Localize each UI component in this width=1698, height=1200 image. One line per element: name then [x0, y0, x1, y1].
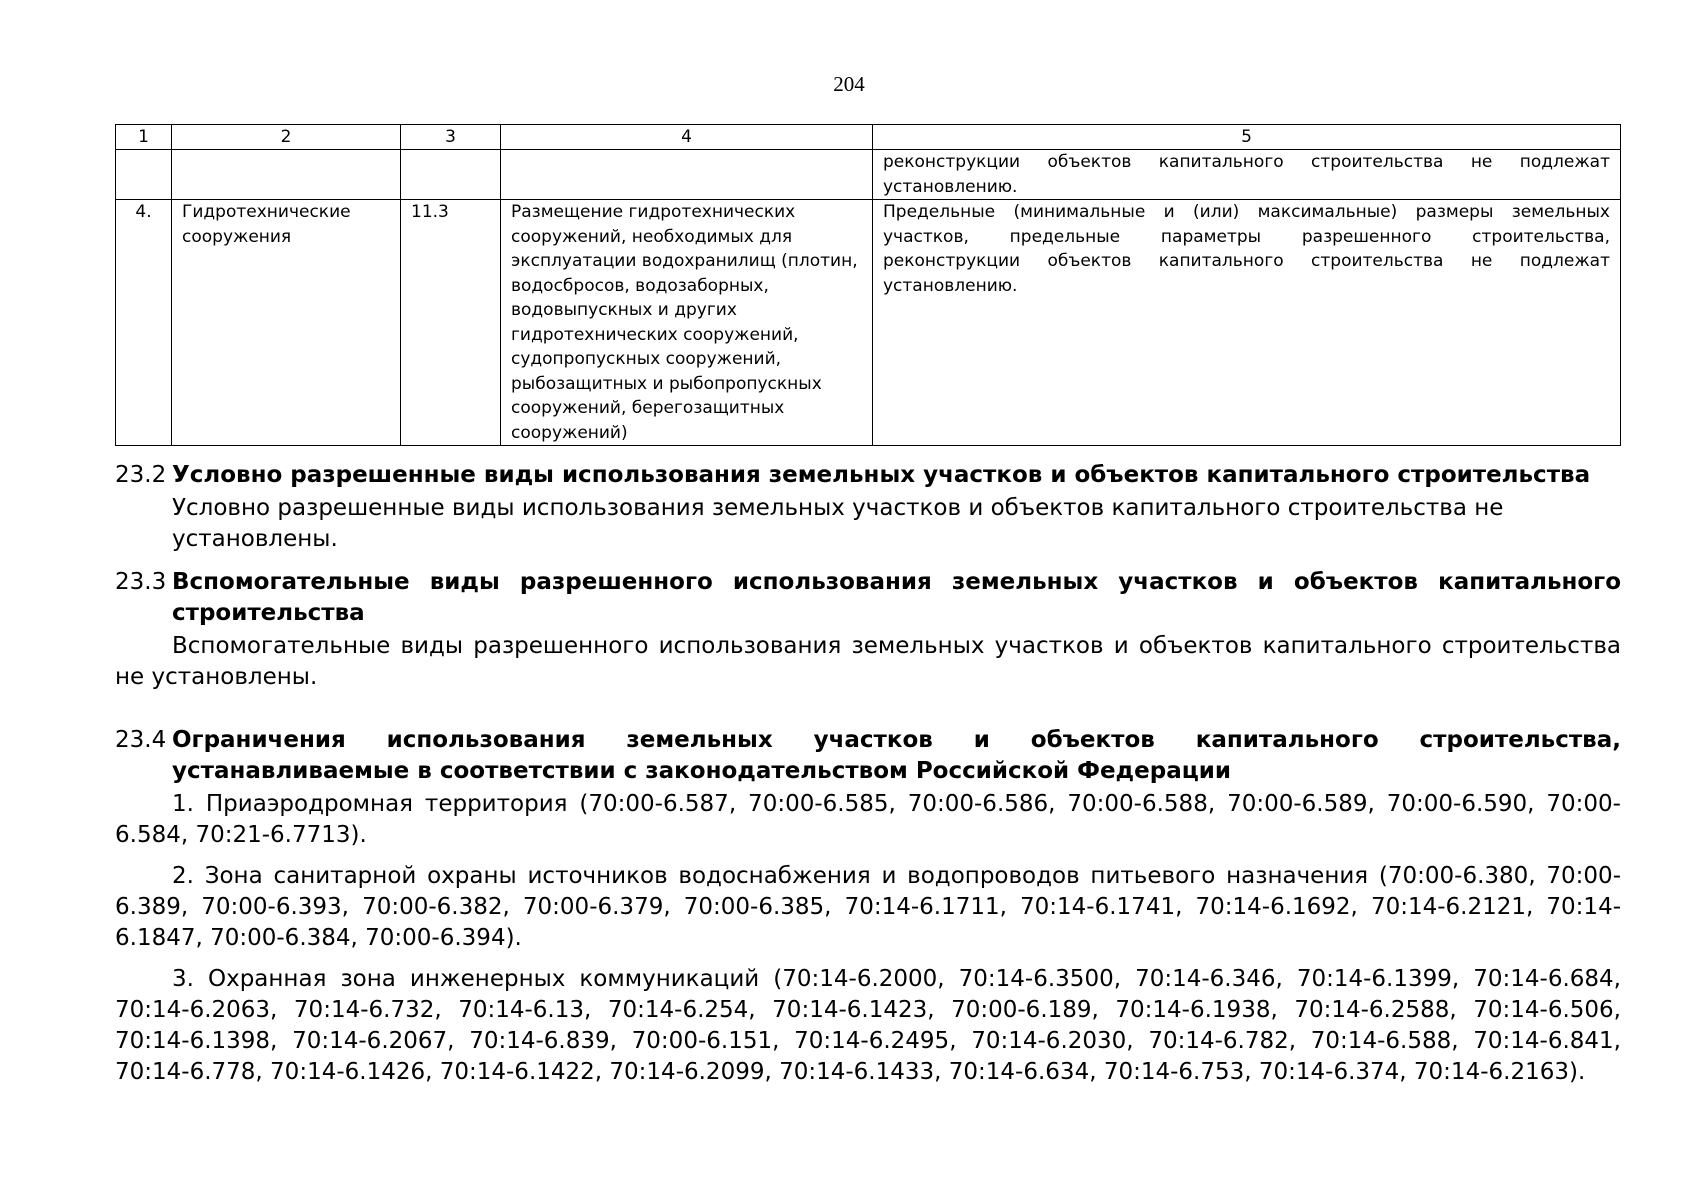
section-title: Условно разрешенные виды использования земельных участков и объектов капитального строительства — [172, 462, 1591, 488]
column-header: 4 — [501, 125, 873, 150]
table-header-row — [116, 125, 1621, 150]
restriction-item: 2. Зона санитарной охраны источников водоснабжения и водопроводов питьевого назначения (70:00-6.380, 70:00-6.389, 70:00-6.393, 70:00-6.382, 70:00-6.379, 70:00-6.385, 70:14-6.1711, 70:14-6.1741, 70:14-6.1692, 70:14-6.2121, 70:14-6.1847, 70:00-6.384, 70:00-6.394). — [115, 863, 1621, 951]
sections — [115, 460, 1621, 1088]
section-number: 23.3 — [115, 569, 167, 595]
section-heading — [115, 567, 1621, 629]
section-paragraph: Условно разрешенные виды использования земельных участков и объектов капитального строительства не установлены. — [172, 495, 1504, 552]
table-row — [116, 150, 1621, 200]
use-name-cell — [172, 150, 401, 200]
parameters-cell: реконструкции объектов капитального строительства не подлежат установлению. — [873, 150, 1621, 200]
column-header: 1 — [116, 125, 172, 150]
page-number: 204 — [833, 72, 865, 96]
section-number: 23.4 — [115, 727, 167, 753]
column-header: 3 — [401, 125, 501, 150]
row-number-cell: 4. — [116, 200, 172, 446]
column-header: 2 — [172, 125, 401, 150]
use-code-cell: 11.3 — [401, 200, 501, 446]
section-heading — [115, 725, 1621, 787]
restriction-item: 1. Приаэродромная территория (70:00-6.587, 70:00-6.585, 70:00-6.586, 70:00-6.588, 70:00-6.589, 70:00-6.590, 70:00-6.584, 70:21-6.7713). — [115, 791, 1621, 848]
row-number-cell — [116, 150, 172, 200]
use-description-cell — [501, 150, 873, 200]
section-title: Вспомогательные виды разрешенного использования земельных участков и объектов капитального строительства — [172, 569, 1621, 626]
section-paragraph: Вспомогательные виды разрешенного использования земельных участков и объектов капитального строительства не установлены. — [115, 633, 1621, 690]
use-description-cell: Размещение гидротехнических сооружений, необходимых для эксплуатации водохранилищ (плотин, водосбросов, водозаборных, водовыпускных и других гидротехнических сооружений, судопропускных сооружений, рыбозащитных и рыбопропускных сооружений, берегозащитных сооружений) — [501, 200, 873, 446]
section-heading — [115, 460, 1621, 491]
restriction-item: 3. Охранная зона инженерных коммуникаций (70:14-6.2000, 70:14-6.3500, 70:14-6.346, 70:14-6.1399, 70:14-6.684, 70:14-6.2063, 70:14-6.732, 70:14-6.13, 70:14-6.254, 70:14-6.1423, 70:00-6.189, 70:14-6.1938, 70:14-6.2588, 70:14-6.506, 70:14-6.1398, 70:14-6.2067, 70:14-6.839, 70:00-6.151, 70:14-6.2495, 70:14-6.2030, 70:14-6.782, 70:14-6.588, 70:14-6.841, 70:14-6.778, 70:14-6.1426, 70:14-6.1422, 70:14-6.2099, 70:14-6.1433, 70:14-6.634, 70:14-6.753, 70:14-6.374, 70:14-6.2163). — [115, 966, 1621, 1085]
use-name-cell: Гидротехнические сооружения — [172, 200, 401, 446]
use-code-cell — [401, 150, 501, 200]
parameters-cell: Предельные (минимальные и (или) максимальные) размеры земельных участков, предельные параметры разрешенного строительства, реконструкции объектов капитального строительства не подлежат установлению. — [873, 200, 1621, 446]
section-number: 23.2 — [115, 462, 167, 488]
land-use-table — [115, 124, 1621, 446]
column-header: 5 — [873, 125, 1621, 150]
table-row — [116, 200, 1621, 446]
section-title: Ограничения использования земельных участков и объектов капитального строительства, устанавливаемые в соответствии с законодательством Российской Федерации — [172, 727, 1621, 784]
